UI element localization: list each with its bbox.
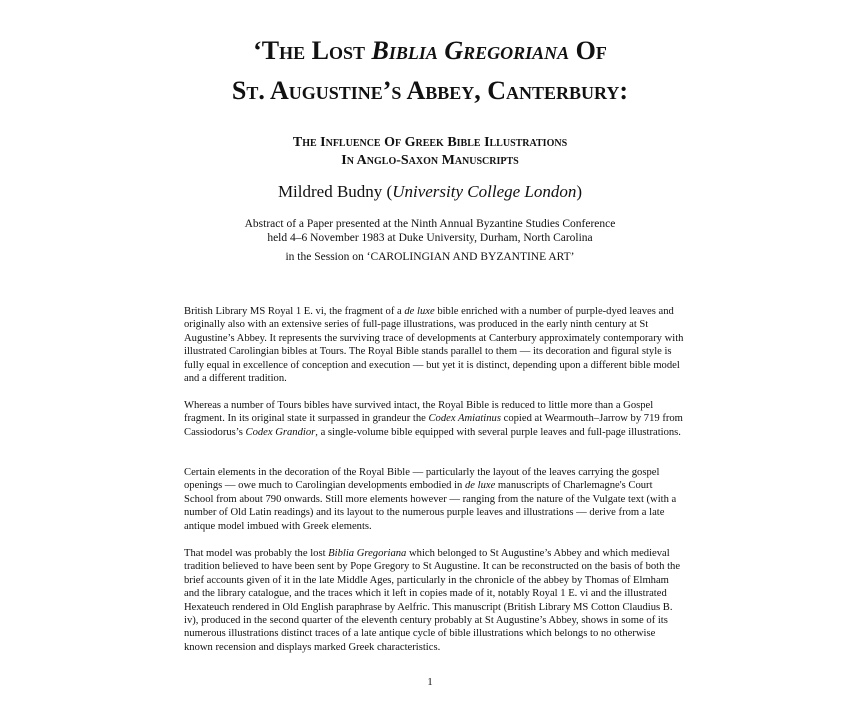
title-line-1-end: Of <box>569 36 607 65</box>
subtitle-line-1: The Influence Of Greek Bible Illustrations <box>292 135 568 150</box>
author-close: ) <box>576 182 583 201</box>
p3-text-b: manuscripts of Charlemagne's Court School from about 790 onwards. Still more elements however — ranging from the nature of the Vulgate text (with a number of Old Latin readings) and its layout to the numerous purple leaves and illustrations — derive from a late antique model imbued with Greek elements. <box>184 480 677 532</box>
p2-text-c: , a single-volume bible equipped with several purple leaves and full-page illustrations. <box>315 426 681 438</box>
p4-text-b: which belonged to St Augustine’s Abbey and which medieval tradition believed to have been sent by Pope Gregory to St Augustine. It can be reconstructed on the basis of both the brief accounts given of it in the late Middle Ages, particularly in the chronicle of the abbey by Thomas of Elmham and the library catalogue, and the traces which it left in copies made of it, notably Royal 1 E. vi and the illustrated Hexateuch rendered in Old English paraphrase by Aelfric. This manuscript (British Library MS Cotton Claudius B. iv), produced in the second quarter of the eleventh century probably at St Augustine’s Abbey, shows in some of its numerous illustrations distinct traces of a late antique cycle of bible illustrations which belongs to no otherwise known recension and displays marked Greek characteristics. <box>184 548 681 653</box>
title-line-1-start: ‘The Lost <box>253 36 372 65</box>
p1-italic-1: de luxe <box>404 306 435 317</box>
page-number: 1 <box>427 676 433 688</box>
title-line-1 <box>0 36 860 66</box>
abstract-line-2: held 4–6 November 1983 at Duke University, Durham, North Carolina <box>267 232 593 244</box>
paragraph-3 <box>184 466 684 533</box>
p2-italic-2: Codex Grandior <box>245 426 316 438</box>
author-line <box>0 182 860 202</box>
session-line: in the Session on ‘CAROLINGIAN AND BYZANTINE ART’ <box>285 251 575 263</box>
p3-italic-1: de luxe <box>464 480 496 492</box>
subtitle-line-2: In Anglo-Saxon Manuscripts <box>341 153 519 168</box>
author-affiliation: University College London <box>392 182 577 201</box>
abstract-line-1: Abstract of a Paper presented at the Ninth Annual Byzantine Studies Conference <box>244 218 616 230</box>
p1-text-b: bible enriched with a number of purple-dyed leaves and originally also with an extensive series of full-page illustrations, was produced in the early ninth century at St Augustine’s Abbey. It represents the surviving trace of developments at Canterbury approximately contemporary with illustrated Carolingian bibles at Tours. The Royal Bible stands parallel to them — its decoration and figural style is fully equal in excellence of conception and execution — but yet it is distinct, depending upon a different bible model and a different tradition. <box>184 306 684 385</box>
paragraph-1 <box>184 305 684 385</box>
p3-text-a: Certain elements in the decoration of the Royal Bible — particularly the layout of the leaves carrying the gospel openings — owe much to Carolingian developments embodied in <box>184 467 660 492</box>
p2-text-a: Whereas a number of Tours bibles have survived intact, the Royal Bible is reduced to little more than a Gospel fragment. In its original state it surpassed in grandeur the <box>184 400 654 425</box>
p4-text-a: That model was probably the lost <box>184 548 329 559</box>
p2-text-b: copied at Wearmouth–Jarrow by 719 from Cassiodorus’s <box>184 413 683 438</box>
title-line-1-italic: Biblia Gregoriana <box>371 36 570 65</box>
paragraph-2 <box>184 399 684 439</box>
p4-italic-1: Biblia Gregoriana <box>328 548 407 559</box>
title-line-2: St. Augustine’s Abbey, Canterbury: <box>231 76 629 105</box>
paragraph-4 <box>184 547 684 654</box>
p1-text-a: British Library MS Royal 1 E. vi, the fragment of a <box>184 306 405 317</box>
p2-italic-1: Codex Amiatinus <box>428 413 501 425</box>
author-name: Mildred Budny ( <box>277 182 393 201</box>
